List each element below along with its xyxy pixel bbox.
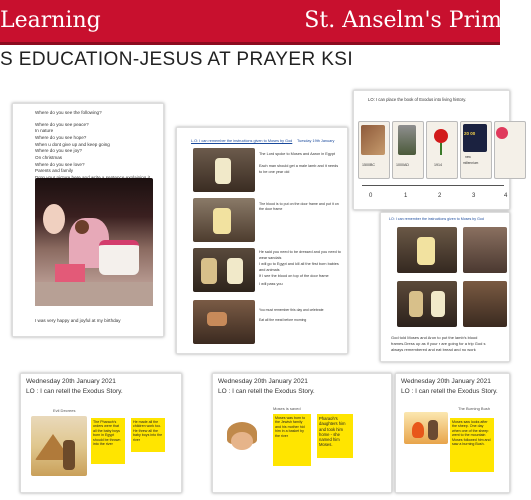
- image-title: The Burning Bush: [458, 406, 491, 411]
- instruction-text: The blood is to put on the door frame and put it on the door frame: [259, 202, 339, 212]
- slide-moses-saved: [212, 373, 392, 493]
- timeline-label: 1914: [434, 163, 442, 167]
- flame: [412, 422, 424, 438]
- axis-number: 2: [438, 193, 442, 199]
- instruction-text: Each man should get a male lamb and it needs to be one year old: [259, 164, 339, 174]
- axis-number: 4: [504, 193, 508, 199]
- question-line: Where do you see joy?: [35, 148, 82, 154]
- image-title: Evil Decrees: [53, 408, 76, 413]
- birthday-photo: [35, 178, 153, 306]
- slide-lo: LO : I can retell the Exodus Story.: [218, 388, 315, 395]
- instruction-text: Eat all the meat before morning: [259, 318, 307, 322]
- instruction-text: You must remember this day and celebrate: [259, 308, 324, 312]
- worksheet-date: Tuesday 19th January: [297, 139, 335, 143]
- instruction-text: I will go to Egypt and kill all the first born babies and animals: [259, 262, 339, 272]
- school-banner: [0, 0, 500, 45]
- question-line: On christmas: [35, 154, 63, 160]
- lego-figure: [409, 291, 423, 317]
- instruction-text: He said you need to be dressed and you need to wear sandals: [259, 250, 341, 260]
- axis-number: 1: [404, 193, 408, 199]
- banner-left-title: Learning: [0, 8, 101, 33]
- question-line: Parents and family: [35, 168, 74, 174]
- summary-text: [391, 335, 531, 352]
- slide-evil-decrees: [20, 373, 182, 493]
- slide-date: Wednesday 20th January 2021: [26, 378, 116, 385]
- school-name: St. Anselm's Prim: [304, 8, 502, 33]
- lego-figure: [227, 258, 243, 284]
- sticky-note: Moses saw looks after the sheep. One day when one of the sheep went to the mountain Moses followed him and saw a burning Bush.: [450, 418, 494, 472]
- learning-objective: L.O: I can remember the instructions given to Moses by God: [191, 139, 293, 143]
- lego-figure: [207, 312, 227, 326]
- timeline-label: 1500BC: [362, 163, 375, 167]
- lego-figure: [213, 208, 231, 234]
- summary-line: always remembered and eat bread and no work: [391, 346, 476, 352]
- page-heading: S EDUCATION-JESUS AT PRAYER KSI: [0, 49, 354, 70]
- slide-lo: LO : I can retell the Exodus Story.: [26, 388, 123, 395]
- slide-lo: LO : I can retell the Exodus Story.: [401, 388, 498, 395]
- axis-number: 3: [472, 193, 476, 199]
- lego-figure: [431, 291, 445, 317]
- photo-caption: I was very happy and joyful at my birthday: [35, 318, 121, 323]
- slide-burning-bush: [395, 373, 510, 493]
- lego-figure: [201, 258, 217, 284]
- sticky-note: Pharaoh's daughters him and took him home - she named him Moses.: [317, 414, 353, 458]
- worksheet-instructions-2: [380, 212, 510, 362]
- worksheet-birthday: [12, 103, 164, 337]
- worksheet-timeline: [353, 90, 510, 210]
- timeline-label: 1000AD: [396, 163, 409, 167]
- questions-list: [35, 110, 155, 182]
- question-line: Where do you see peace?: [35, 121, 89, 127]
- slide-date: Wednesday 20th January 2021: [218, 378, 308, 385]
- question-line: Where do you see the following?: [35, 110, 102, 115]
- instruction-text: The Lord spoke to Moses and Aaron in Egypt: [259, 152, 335, 156]
- burning-bush-image: [404, 412, 448, 444]
- axis-number: 0: [369, 193, 373, 199]
- knight-image: [398, 125, 416, 155]
- face: [231, 432, 253, 450]
- worksheet-instructions: [176, 127, 348, 354]
- question-line: When u dont give up and keep going: [35, 141, 110, 147]
- sticky-note: The Pharaoh's orders were that all the baby boys born in Egypt should be thrown into the river: [91, 418, 125, 464]
- lego-scene-image: [397, 281, 457, 327]
- learning-objective: LO: I can place the book of Exodus into living history.: [368, 97, 467, 102]
- millennium-image: [463, 124, 487, 152]
- slide-date: Wednesday 20th January 2021: [401, 378, 491, 385]
- summary-line: frames.Dress up as if your r are going for a trip God s: [391, 340, 486, 346]
- poppy-image: [434, 129, 448, 143]
- instruction-text: I will pass you: [259, 282, 283, 286]
- lego-figure: [417, 237, 435, 265]
- question-line: Where do you see love?: [35, 161, 85, 167]
- lego-figure: [215, 158, 231, 184]
- question-line: In nature: [35, 128, 54, 134]
- moses-figure: [428, 420, 438, 440]
- flower-image: [496, 127, 508, 139]
- sticky-note: He made all the children work too. He threw all the baby boys into the river: [131, 418, 165, 452]
- millennium-tile-text: new: [465, 155, 471, 159]
- sticky-note: Moses was born to the Jewish family and his mother hid him in a basket by the river: [273, 414, 311, 466]
- lego-scene-image: [463, 281, 507, 327]
- poppy-stem: [440, 143, 442, 155]
- millennium-tile-text: 20 00: [464, 131, 476, 136]
- summary-line: God told Moses and Aron to put the lamb's blood: [391, 335, 478, 340]
- lego-scene-image: [463, 227, 507, 273]
- millennium-tile-text: millennium: [463, 161, 479, 165]
- timeline-axis: [362, 185, 504, 186]
- exodus-painting: [361, 125, 385, 155]
- learning-objective: LO: I can remember the instructions given to Moses by God: [389, 217, 484, 221]
- question-line: Where do you see hope?: [35, 134, 87, 140]
- image-title: Moses is saved: [273, 406, 301, 411]
- worker-figure: [63, 440, 75, 470]
- instruction-text: If I see the blood on top of the door frame: [259, 274, 329, 278]
